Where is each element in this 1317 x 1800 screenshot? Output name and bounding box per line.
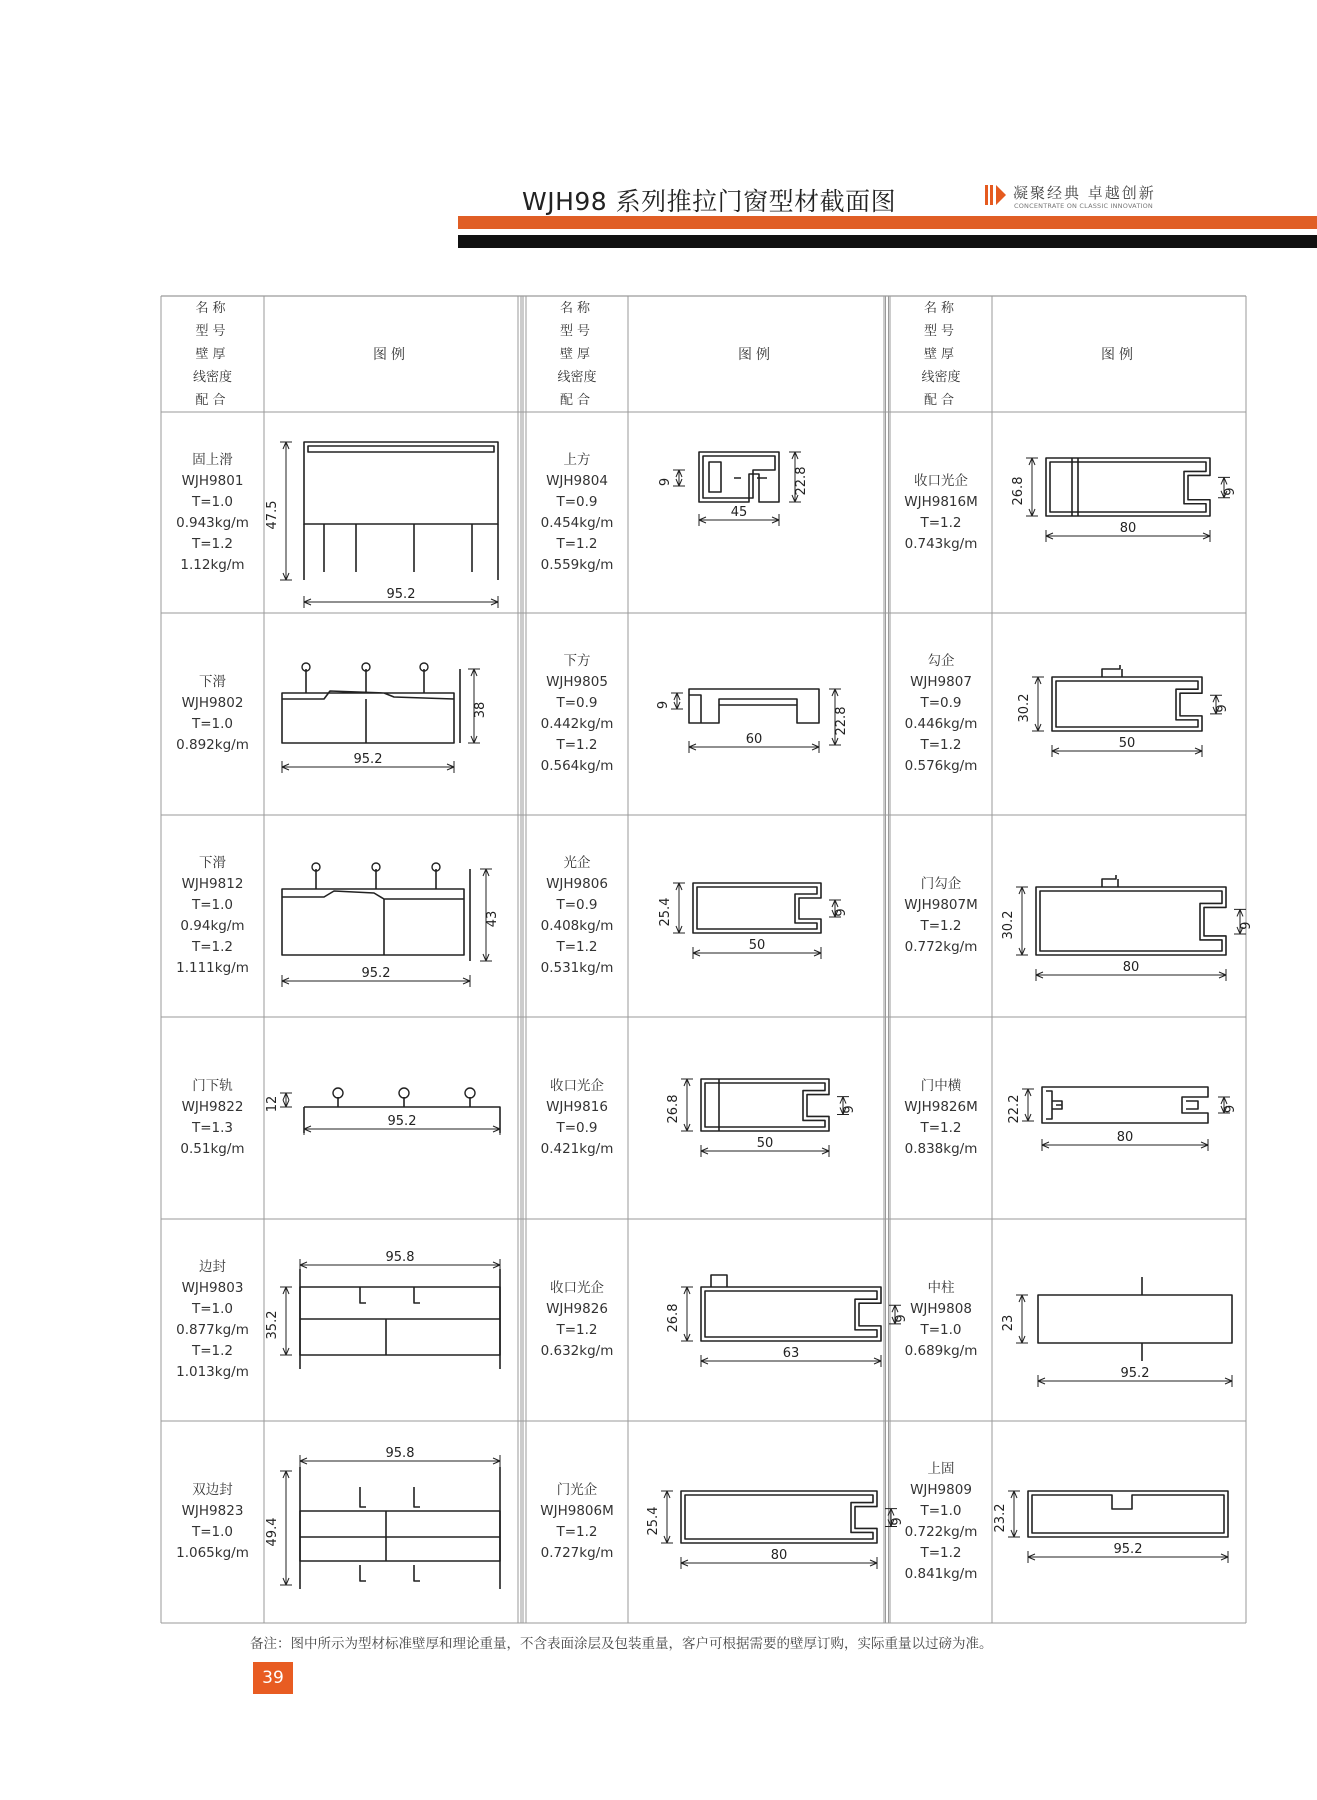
dimension-label: 95.2: [1120, 1366, 1150, 1381]
spec-line: 0.743kg/m: [904, 535, 978, 552]
cross-section-svg: [264, 815, 518, 1017]
spec-line: T=1.2: [920, 1545, 962, 1561]
brand-mark-icon: [985, 185, 1007, 207]
spec-line: 1.013kg/m: [176, 1364, 249, 1380]
profile-outline: [1072, 458, 1078, 516]
profile-outline: [1050, 462, 1206, 512]
header-field: 型号: [923, 323, 958, 339]
spec-line: WJH9809: [910, 1482, 972, 1498]
header-field: 配合: [923, 392, 958, 408]
spec-line: 门光企: [556, 1482, 598, 1498]
dimension-label: 9: [1215, 704, 1230, 713]
spec-line: 0.632kg/m: [540, 1343, 614, 1359]
dimension-label: 49.4: [265, 1517, 280, 1547]
cross-section-svg: [264, 412, 518, 613]
header-field: 名称: [559, 300, 594, 316]
dimension-label: 23: [1001, 1314, 1016, 1332]
profile-outline: [300, 1467, 500, 1589]
spec-line: T=1.0: [191, 897, 234, 913]
profile-outline: [384, 869, 470, 961]
header-field: 型号: [559, 323, 594, 339]
profile-spec: [890, 613, 992, 815]
header-field: 壁厚: [195, 346, 230, 362]
spec-line: 双边封: [192, 1482, 233, 1498]
profile-outline: [282, 691, 454, 743]
dimension-label: 12: [265, 1095, 280, 1113]
cross-section-svg: [628, 412, 884, 613]
dimension-line: [1016, 1295, 1028, 1343]
spec-line: 0.772kg/m: [904, 939, 978, 955]
dimension-label: 22.8: [794, 466, 809, 496]
profile-spec: [890, 1421, 992, 1623]
spec-line: T=0.9: [556, 493, 598, 510]
dimension-label: 9: [1239, 921, 1254, 930]
spec-line: 0.841kg/m: [904, 1566, 978, 1582]
dimension-label: 30.2: [1001, 910, 1016, 940]
cross-section-svg: [992, 1421, 1246, 1623]
header-field: 名称: [195, 300, 230, 316]
profile-outline: [1052, 677, 1202, 731]
dimension-label: 25.4: [658, 897, 673, 927]
spec-line: 下方: [563, 653, 591, 669]
dimension-label: 9: [842, 1105, 857, 1114]
spec-line: 0.454kg/m: [540, 514, 614, 531]
spec-line: T=1.2: [920, 1120, 962, 1136]
page-title: WJH98 系列推拉门窗型材截面图: [522, 187, 897, 216]
cross-section-svg: [264, 1017, 518, 1219]
spec-line: T=1.2: [191, 1343, 234, 1359]
profile-drawing: [264, 1017, 518, 1219]
spec-line: 0.408kg/m: [540, 918, 614, 934]
profile-spec: [526, 1421, 628, 1623]
spec-line: 门下轨: [192, 1078, 233, 1094]
spec-line: WJH9808: [910, 1301, 972, 1317]
dimension-label: 9: [894, 1314, 909, 1323]
spec-line: 中柱: [927, 1280, 955, 1296]
spec-line: 0.446kg/m: [904, 716, 978, 732]
dimension-label: 9: [890, 1517, 905, 1526]
profile-outline: [1102, 665, 1122, 677]
spec-line: 勾企: [927, 653, 955, 669]
spec-line: WJH9816: [546, 1099, 608, 1115]
profile-drawing: [628, 1219, 909, 1421]
profile-outline: [360, 1287, 420, 1303]
spec-line: 0.877kg/m: [176, 1322, 249, 1338]
spec-line: T=1.3: [191, 1120, 234, 1136]
spec-line: T=1.2: [920, 514, 962, 531]
spec-line: 0.531kg/m: [540, 960, 614, 976]
spec-line: T=1.0: [920, 1503, 962, 1519]
spec-line: T=1.2: [556, 939, 598, 955]
header-field: 线密度: [192, 369, 232, 385]
spec-line: 0.727kg/m: [540, 1545, 614, 1561]
dimension-label: 95.8: [385, 1446, 415, 1461]
dimension-label: 95.8: [385, 1250, 415, 1265]
profile-spec: [161, 1421, 264, 1623]
dimension-label: 23.2: [993, 1503, 1008, 1533]
dimension-line: [280, 1287, 292, 1355]
profile-spec: [161, 613, 264, 815]
dimension-line: [673, 883, 685, 933]
header-field-list: [890, 296, 992, 412]
spec-line: 1.12kg/m: [180, 556, 245, 573]
profile-drawing: [264, 815, 518, 1017]
dimension-line: [280, 1093, 292, 1107]
cross-section-svg: [628, 815, 884, 1017]
profile-spec: [161, 412, 264, 613]
spec-line: 0.564kg/m: [540, 758, 614, 774]
profile-outline: [711, 1275, 727, 1287]
footer-note: 备注：图中所示为型材标准壁厚和理论重量，不含表面涂层及包装重量，客户可根据需要的壁厚订购，实际重量以过磅为准。: [250, 1636, 993, 1652]
spec-line: 上方: [563, 451, 591, 468]
cross-section-svg: [992, 1017, 1246, 1219]
spec-line: 固上滑: [192, 451, 233, 468]
profile-spec: [161, 1219, 264, 1421]
dimension-label: 60: [745, 732, 763, 747]
spec-line: T=0.9: [556, 897, 598, 913]
profile-outline: [1042, 1087, 1208, 1123]
profile-spec: [890, 1219, 992, 1421]
dimension-label: 95.2: [387, 1114, 417, 1129]
profile-drawing: [992, 412, 1246, 613]
spec-line: 边封: [199, 1259, 226, 1275]
spec-line: 0.722kg/m: [904, 1524, 978, 1540]
profile-spec: [890, 412, 992, 613]
spec-line: 上固: [927, 1461, 955, 1477]
cross-section-svg: [264, 1219, 518, 1421]
dimension-label: 80: [770, 1548, 788, 1563]
dimension-label: 80: [1119, 521, 1137, 536]
spec-line: T=1.2: [191, 939, 234, 955]
cross-section-svg: [628, 1017, 884, 1219]
spec-line: 1.065kg/m: [176, 1545, 249, 1561]
dimension-line: [671, 693, 683, 709]
dimension-label: 47.5: [265, 500, 280, 530]
spec-line: T=1.2: [556, 737, 598, 753]
spec-line: 门中横: [920, 1078, 962, 1094]
dimension-label: 95.2: [353, 752, 383, 767]
profile-outline: [685, 1495, 873, 1539]
dimension-label: 26.8: [666, 1303, 681, 1333]
cross-section-svg: [992, 1219, 1246, 1421]
header-field: 名称: [923, 300, 958, 316]
spec-line: WJH9806: [546, 876, 608, 892]
spec-line: 光企: [563, 855, 591, 871]
rail-head: [333, 1088, 343, 1098]
spec-line: T=1.2: [556, 535, 598, 552]
spec-line: T=1.0: [191, 1524, 234, 1540]
profile-outline: [304, 524, 498, 580]
spec-line: 0.421kg/m: [540, 1141, 614, 1157]
dimension-label: 50: [756, 1136, 774, 1151]
profile-outline: [709, 462, 721, 492]
spec-line: 0.689kg/m: [904, 1343, 978, 1359]
dimension-line: [661, 1491, 673, 1543]
spec-line: WJH9801: [181, 472, 244, 489]
spec-line: WJH9822: [181, 1099, 244, 1115]
brand-slogan: 凝聚经典 卓越创新: [1013, 184, 1156, 202]
profile-outline: [304, 442, 498, 524]
spec-line: 0.838kg/m: [904, 1141, 978, 1157]
dimension-line: [280, 1471, 292, 1585]
dimension-line: [673, 470, 685, 486]
dimension-line: [681, 1079, 693, 1131]
rail-head: [465, 1088, 475, 1098]
dimension-line: [1016, 887, 1028, 955]
dimension-label: 43: [485, 910, 500, 928]
profile-drawing: [264, 1421, 518, 1623]
profile-drawing: [992, 815, 1254, 1017]
page-number: 39: [253, 1662, 293, 1694]
profile-spec: [526, 613, 628, 815]
profile-spec: [526, 815, 628, 1017]
header-field: 线密度: [557, 369, 597, 385]
profile-spec: [890, 1017, 992, 1219]
profile-outline: [360, 1487, 420, 1581]
spec-line: T=1.2: [920, 918, 962, 934]
spec-line: 0.943kg/m: [176, 514, 249, 531]
profile-outline: [300, 1511, 500, 1561]
spec-line: WJH9816M: [904, 493, 978, 510]
profile-outline: [681, 1491, 877, 1543]
header-orange-bar: [458, 216, 1317, 229]
dimension-label: 9: [834, 908, 849, 917]
profile-outline: [1038, 1277, 1232, 1361]
dimension-label: 38: [473, 701, 488, 719]
spec-line: T=1.2: [191, 535, 234, 552]
cross-section-svg: [628, 1421, 905, 1623]
dimension-label: 35.2: [265, 1310, 280, 1340]
spec-line: 0.442kg/m: [540, 716, 614, 732]
brand-logo: [985, 182, 1195, 212]
profile-drawing: [628, 815, 884, 1017]
spec-line: T=1.0: [191, 493, 234, 510]
profile-outline: [693, 883, 821, 933]
spec-line: WJH9812: [181, 876, 244, 892]
profile-outline: [1056, 681, 1198, 727]
profile-drawing: [628, 1017, 884, 1219]
spec-line: WJH9806M: [540, 1503, 614, 1519]
spec-line: 0.576kg/m: [904, 758, 978, 774]
profile-outline: [300, 1287, 500, 1355]
header-field: 线密度: [921, 369, 961, 385]
cross-section-svg: [628, 1219, 909, 1421]
spec-line: 0.94kg/m: [180, 918, 245, 934]
spec-line: 1.111kg/m: [176, 960, 249, 976]
dimension-label: 9: [658, 477, 673, 487]
header-figure-label: 图例: [373, 347, 409, 363]
header-field: 壁厚: [923, 346, 958, 362]
spec-line: 0.892kg/m: [176, 737, 249, 753]
dimension-label: 95.2: [386, 587, 416, 602]
dimension-label: 25.4: [646, 1506, 661, 1536]
profile-drawing: [992, 1219, 1246, 1421]
header-figure-label: 图例: [1101, 347, 1137, 363]
spec-line: 0.51kg/m: [180, 1141, 245, 1157]
spec-line: WJH9807: [910, 674, 972, 690]
rail-head: [399, 1088, 409, 1098]
cross-section-svg: [628, 613, 884, 815]
dimension-label: 45: [730, 505, 748, 520]
profile-drawing: [628, 613, 884, 815]
dimension-label: 63: [782, 1346, 800, 1361]
profile-outline: [699, 452, 779, 502]
dimension-label: 9: [1223, 487, 1238, 496]
header-field: 配合: [559, 392, 594, 408]
profile-spec: [890, 815, 992, 1017]
dimension-label: 22.8: [834, 706, 849, 736]
dimension-label: 30.2: [1017, 693, 1032, 723]
dimension-label: 80: [1116, 1130, 1134, 1145]
dimension-line: [280, 442, 292, 580]
cross-section-svg: [264, 1421, 518, 1623]
spec-line: WJH9805: [546, 674, 608, 690]
dimension-line: [681, 1287, 693, 1341]
profile-spec: [161, 1017, 264, 1219]
profile-outline: [1028, 1491, 1228, 1537]
profile-drawing: [264, 613, 518, 815]
cross-section-svg: [264, 613, 518, 815]
profile-outline: [1036, 887, 1226, 955]
cross-section-svg: [992, 613, 1246, 815]
profile-spec: [526, 412, 628, 613]
dimension-label: 9: [656, 700, 671, 710]
spec-line: T=0.9: [556, 1120, 598, 1136]
spec-line: WJH9826M: [904, 1099, 978, 1115]
spec-line: T=1.2: [920, 737, 962, 753]
dimension-line: [1008, 1491, 1020, 1537]
profile-drawing: [992, 613, 1246, 815]
dimension-label: 9: [1223, 1104, 1238, 1114]
spec-line: WJH9823: [181, 1503, 244, 1519]
dimension-label: 26.8: [1011, 476, 1026, 506]
profile-drawing: [628, 1421, 905, 1623]
header-field: 壁厚: [559, 346, 594, 362]
spec-line: 下滑: [199, 674, 226, 690]
header-black-bar: [458, 235, 1317, 248]
profile-spec: [526, 1219, 628, 1421]
spec-line: 收口光企: [550, 1280, 604, 1296]
spec-line: WJH9803: [181, 1280, 244, 1296]
profile-drawing: [264, 1219, 518, 1421]
spec-line: T=1.2: [556, 1322, 598, 1338]
profile-outline: [705, 1291, 877, 1337]
dimension-line: [1026, 458, 1038, 516]
spec-line: T=1.0: [191, 716, 234, 732]
spec-line: T=1.0: [920, 1322, 962, 1338]
profile-outline: [701, 1079, 829, 1131]
spec-line: 门勾企: [920, 876, 962, 892]
dimension-line: [1032, 677, 1044, 731]
dimension-line: [1022, 1089, 1034, 1121]
profile-drawing: [992, 1017, 1246, 1219]
spec-line: 0.559kg/m: [540, 556, 614, 573]
profile-outline: [1102, 875, 1118, 887]
dimension-label: 50: [748, 938, 766, 953]
profile-outline: [689, 689, 819, 723]
profile-outline: [1186, 1101, 1198, 1109]
spec-line: 下滑: [199, 855, 226, 871]
profile-outline: [701, 1287, 881, 1341]
header-field: 型号: [195, 323, 230, 339]
dimension-label: 95.2: [1113, 1542, 1143, 1557]
spec-line: WJH9802: [181, 695, 244, 711]
profile-drawing: [992, 1421, 1246, 1623]
dimension-label: 22.2: [1007, 1094, 1022, 1124]
cross-section-svg: [992, 412, 1246, 613]
spec-line: WJH9826: [546, 1301, 608, 1317]
spec-line: 收口光企: [550, 1078, 604, 1094]
spec-line: T=0.9: [556, 695, 598, 711]
profile-drawing: [628, 412, 884, 613]
profile-drawing: [264, 412, 518, 613]
header-field: 配合: [195, 392, 230, 408]
cross-section-svg: [992, 815, 1254, 1017]
spec-line: T=1.2: [556, 1524, 598, 1540]
spec-line: WJH9807M: [904, 897, 978, 913]
dimension-label: 80: [1122, 960, 1140, 975]
profile-outline: [1040, 891, 1222, 951]
header-field-list: [526, 296, 628, 412]
spec-line: T=1.0: [191, 1301, 234, 1317]
dimension-label: 26.8: [666, 1094, 681, 1124]
dimension-label: 95.2: [361, 966, 391, 981]
spec-line: T=0.9: [920, 695, 962, 711]
profile-spec: [526, 1017, 628, 1219]
header-figure-label: 图例: [738, 347, 774, 363]
spec-line: 收口光企: [914, 472, 968, 489]
header-field-list: [161, 296, 264, 412]
dimension-label: 50: [1118, 736, 1136, 751]
profile-outline: [366, 669, 460, 743]
profile-spec: [161, 815, 264, 1017]
spec-line: WJH9804: [546, 472, 608, 489]
profile-outline: [1046, 458, 1210, 516]
brand-slogan-en: CONCENTRATE ON CLASSIC INNOVATION: [1014, 202, 1153, 210]
profile-outline: [282, 889, 464, 955]
